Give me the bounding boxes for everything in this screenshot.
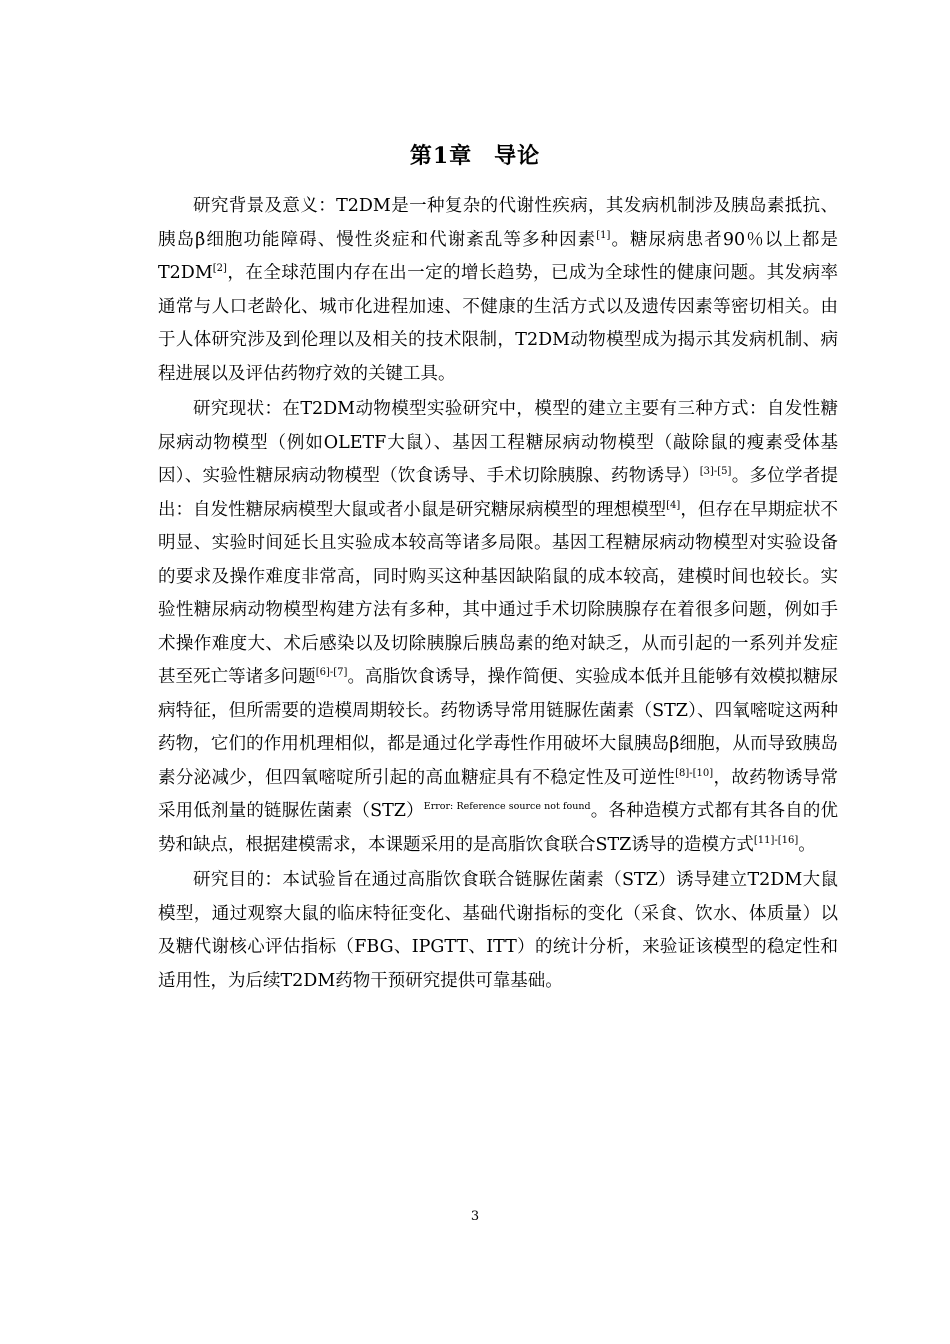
- text-run: 。: [798, 834, 816, 855]
- text-run: ，但存在早期症状不明显、实验时间延长且实验成本较高等诸多局限。基因工程糖尿病动物模型对实验设备的要求及操作难度非常高，同时购买这种基因缺陷鼠的成本较高，建模时间也较长。实验性糖尿病动物模型构建方法有多种，其中通过手术切除胰腺存在着很多问题，例如手术操作难度大、术后感染以及切除胰腺后胰岛素的绝对缺乏，从而引起的一系列并发症甚至死亡等诸多问题: [158, 499, 839, 687]
- text-run: 。多位学者提出：自发性糖尿病模型大鼠或者小鼠是研究糖尿病模型的理想模型: [158, 466, 838, 520]
- citation-ref: [3]-[5]: [699, 466, 732, 478]
- text-run: ，故药物诱导常采用低剂量的链脲佐菌素（STZ）: [158, 767, 839, 821]
- body-text: [158, 190, 838, 1000]
- paragraph-background: [158, 190, 838, 391]
- text-run: 。糖尿病患者90％以上都是T2DM: [158, 229, 838, 283]
- chapter-name: 导论: [494, 143, 541, 169]
- chapter-title: [0, 140, 950, 172]
- citation-ref: [1]: [596, 229, 611, 241]
- text-run: 研究现状：在T2DM动物模型实验研究中，模型的建立主要有三种方式：自发性糖尿病动物模型（例如OLETF大鼠）、基因工程糖尿病动物模型（敲除鼠的瘦素受体基因）、实验性糖尿病动物模型（饮食诱导、手术切除胰腺、药物诱导）: [158, 399, 838, 486]
- citation-ref: [2]: [212, 263, 227, 275]
- text-run: 。各种造模方式都有其各自的优势和缺点，根据建模需求，本课题采用的是高脂饮食联合STZ诱导的造模方式: [158, 801, 838, 855]
- text-run: 研究目的：本试验旨在通过高脂饮食联合链脲佐菌素（STZ）诱导建立T2DM大鼠模型，通过观察大鼠的临床特征变化、基础代谢指标的变化（采食、饮水、体质量）以及糖代谢核心评估指标（FBG、IPGTT、ITT）的统计分析，来验证该模型的稳定性和适用性，为后续T2DM药物干预研究提供可靠基础。: [158, 870, 838, 991]
- text-run: 研究背景及意义：T2DM是一种复杂的代谢性疾病，其发病机制涉及胰岛素抵抗、胰岛β细胞功能障碍、慢性炎症和代谢紊乱等多种因素: [158, 196, 838, 250]
- citation-ref: [4]: [666, 499, 681, 511]
- citation-ref: [6]-[7]: [315, 667, 348, 679]
- chapter-number: 第1章: [409, 143, 473, 169]
- citation-ref: [11]-[16]: [753, 834, 799, 846]
- text-run: 。高脂饮食诱导，操作简便、实验成本低并且能够有效模拟糖尿病特征，但所需要的造模周期较长。药物诱导常用链脲佐菌素（STZ）、四氧嘧啶这两种药物，它们的作用机理相似，都是通过化学毒性作用破坏大鼠胰岛β细胞，从而导致胰岛素分泌减少，但四氧嘧啶所引起的高血糖症具有不稳定性及可逆性: [158, 667, 839, 788]
- reference-error: Error: Reference source not found: [423, 801, 591, 813]
- paragraph-research-status: [158, 393, 838, 862]
- paragraph-research-purpose: [158, 864, 838, 998]
- text-run: ，在全球范围内存在出一定的增长趋势，已成为全球性的健康问题。其发病率通常与人口老龄化、城市化进程加速、不健康的生活方式以及遗传因素等密切相关。由于人体研究涉及到伦理以及相关的技术限制，T2DM动物模型成为揭示其发病机制、病程进展以及评估药物疗效的关键工具。: [158, 263, 838, 384]
- citation-ref: [8]-[10]: [675, 767, 714, 779]
- page-number: 3: [470, 1209, 480, 1224]
